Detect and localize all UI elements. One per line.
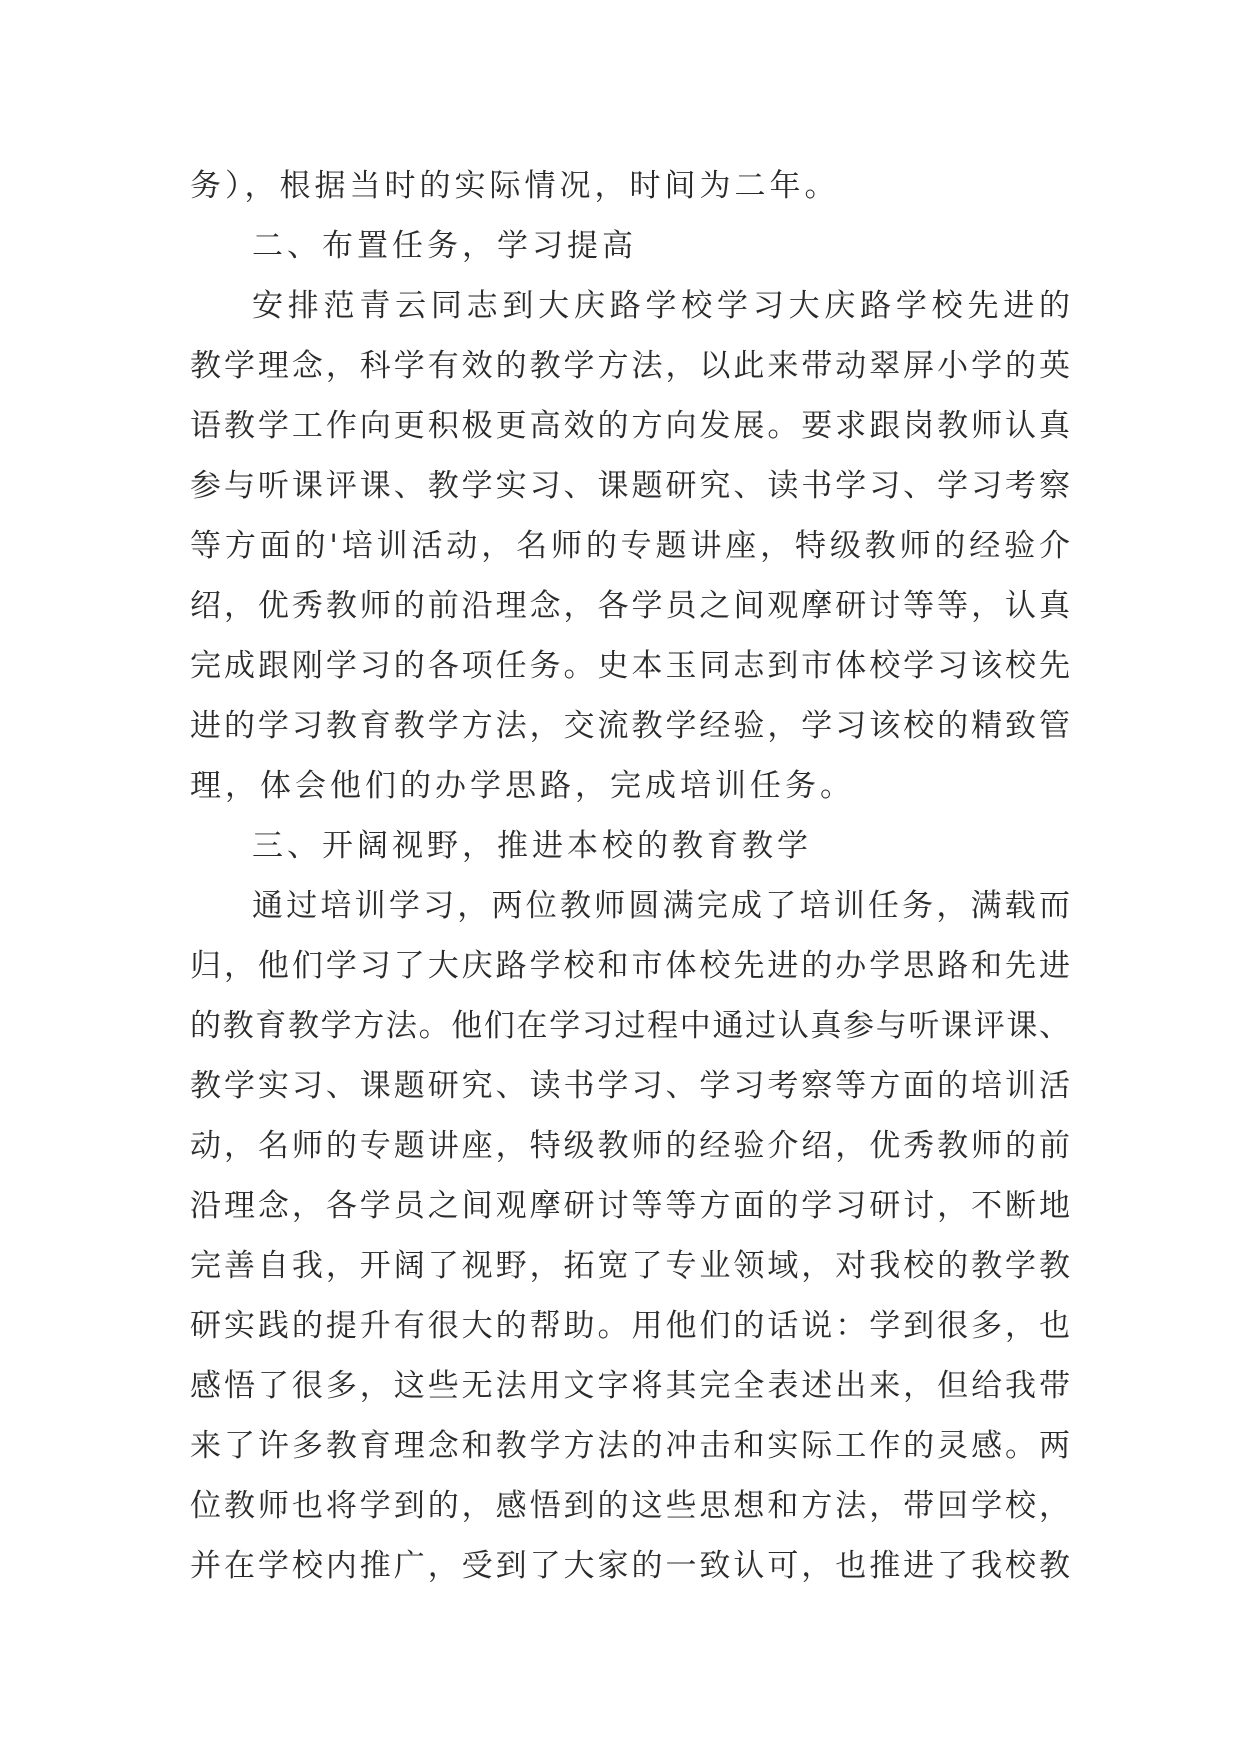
text-line: 务），根据当时的实际情况，时间为二年。 (190, 168, 840, 204)
text-line: 归，他们学习了大庆路学校和市体校先进的办学思路和先进 (190, 948, 1070, 984)
text-line: 理，体会他们的办学思路，完成培训任务。 (190, 768, 855, 804)
text-line: 教学实习、课题研究、读书学习、学习考察等方面的培训活 (190, 1068, 1070, 1104)
text-line: 完善自我，开阔了视野，拓宽了专业领域，对我校的教学教 (190, 1248, 1070, 1284)
text-line: 感悟了很多，这些无法用文字将其完全表述出来，但给我带 (190, 1368, 1070, 1404)
text-line: 研实践的提升有很大的帮助。用他们的话说：学到很多，也 (190, 1308, 1070, 1344)
text-line: 位教师也将学到的，感悟到的这些思想和方法，带回学校， (190, 1488, 1070, 1524)
text-line: 安排范青云同志到大庆路学校学习大庆路学校先进的 (252, 288, 1070, 324)
text-line: 完成跟刚学习的各项任务。史本玉同志到市体校学习该校先 (190, 648, 1070, 684)
text-line: 参与听课评课、教学实习、课题研究、读书学习、学习考察 (190, 468, 1070, 504)
text-line: 沿理念，各学员之间观摩研讨等等方面的学习研讨，不断地 (190, 1188, 1070, 1224)
text-line: 并在学校内推广，受到了大家的一致认可，也推进了我校教 (190, 1548, 1070, 1584)
text-line: 动，名师的专题讲座，特级教师的经验介绍，优秀教师的前 (190, 1128, 1070, 1164)
section-heading: 二、布置任务，学习提高 (252, 228, 637, 264)
text-line: 来了许多教育理念和教学方法的冲击和实际工作的灵感。两 (190, 1428, 1070, 1464)
text-line: 进的学习教育教学方法，交流教学经验，学习该校的精致管 (190, 708, 1070, 744)
text-line: 通过培训学习，两位教师圆满完成了培训任务，满载而 (252, 888, 1070, 924)
text-line: 教学理念，科学有效的教学方法，以此来带动翠屏小学的英 (190, 348, 1070, 384)
text-line: 绍，优秀教师的前沿理念，各学员之间观摩研讨等等，认真 (190, 588, 1070, 624)
text-line: 语教学工作向更积极更高效的方向发展。要求跟岗教师认真 (190, 408, 1070, 444)
text-line: 的教育教学方法。他们在学习过程中通过认真参与听课评课、 (190, 1008, 1070, 1044)
text-line: 等方面的'培训活动，名师的专题讲座，特级教师的经验介 (190, 528, 1070, 564)
section-heading: 三、开阔视野，推进本校的教育教学 (252, 828, 812, 864)
